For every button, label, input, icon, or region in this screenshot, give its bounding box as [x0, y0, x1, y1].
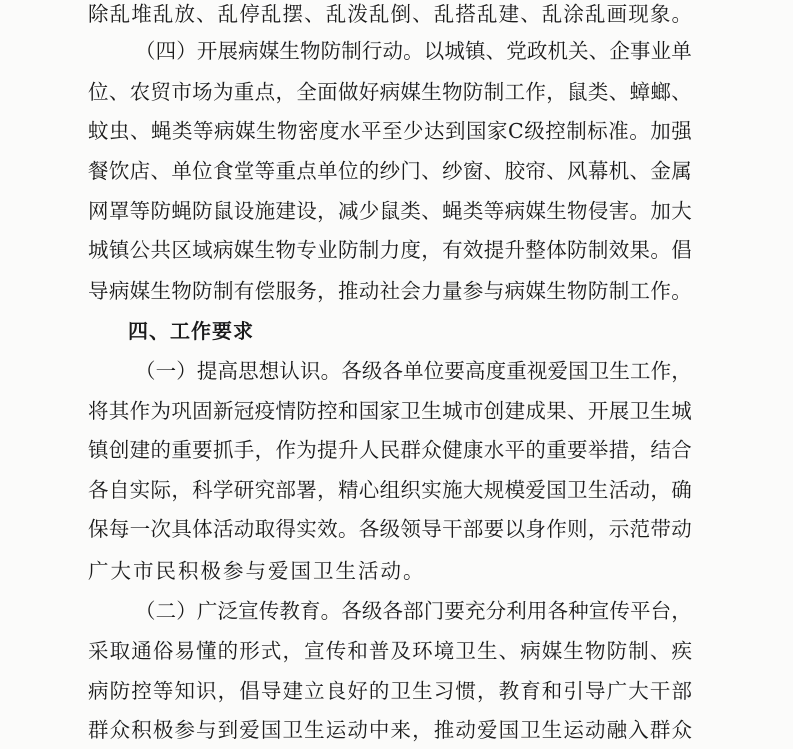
text-line: 蚊 虫 、 蝇 类 等 病 媒 生 物 密 度 水 平 至 少 达 到 国 家 C 级 控 制 标 准 。 加 强: [88, 119, 692, 143]
text-line: 除 乱 堆 乱 放 、 乱 停 乱 摆 、 乱 泼 乱 倒 、 乱 搭 乱 建 、 乱 涂 乱 画 现 象 。: [88, 2, 692, 26]
section-heading: 四、工作要求: [128, 319, 254, 343]
text-line: 各 自 实 际 ， 科 学 研 究 部 署 ， 精 心 组 织 实 施 大 规 模 爱 国 卫 生 活 动 ， 确: [88, 478, 692, 502]
text-line: 群 众 积 极 参 与 到 爱 国 卫 生 运 动 中 来 ， 推 动 爱 国 卫 生 运 动 融 入 群 众: [88, 718, 692, 742]
text-line: 位 、 农 贸 市 场 为 重 点 ， 全 面 做 好 病 媒 生 物 防 制 工 作 ， 鼠 类 、 蟑 螂 、: [88, 80, 692, 104]
text-line: 网 罩 等 防 蝇 防 鼠 设 施 建 设 ， 减 少 鼠 类 、 蝇 类 等 病 媒 生 物 侵 害 。 加 大: [88, 199, 692, 223]
paragraph-start-line: （ 四 ） 开 展 病 媒 生 物 防 制 行 动 。 以 城 镇 、 党 政 机 关 、 企 事 业 单: [135, 39, 692, 63]
text-line: 广大市民积极参与爱国卫生活动。: [88, 559, 426, 583]
text-line: 镇 创 建 的 重 要 抓 手 ， 作 为 提 升 人 民 群 众 健 康 水 平 的 重 要 举 措 ， 结 合: [88, 438, 692, 462]
text-line: 病 防 控 等 知 识 ， 倡 导 建 立 良 好 的 卫 生 习 惯 ， 教 育 和 引 导 广 大 干 部: [88, 679, 692, 703]
text-line: 采 取 通 俗 易 懂 的 形 式 ， 宣 传 和 普 及 环 境 卫 生 、 病 媒 生 物 防 制 、 疾: [88, 639, 692, 663]
text-line: 餐 饮 店 、 单 位 食 堂 等 重 点 单 位 的 纱 门 、 纱 窗 、 胶 帘 、 风 幕 机 、 金 属: [88, 159, 692, 183]
text-line: 将 其 作 为 巩 固 新 冠 疫 情 防 控 和 国 家 卫 生 城 市 创 建 成 果 、 开 展 卫 生 城: [88, 399, 692, 423]
text-line: 保 每 一 次 具 体 活 动 取 得 实 效 。 各 级 领 导 干 部 要 以 身 作 则 ， 示 范 带 动: [88, 517, 692, 541]
text-line: 导 病 媒 生 物 防 制 有 偿 服 务 ， 推 动 社 会 力 量 参 与 病 媒 生 物 防 制 工 作 。: [88, 279, 692, 303]
paragraph-start-line: （ 二 ） 广 泛 宣 传 教 育 。 各 级 各 部 门 要 充 分 利 用 各 种 宣 传 平 台 ，: [135, 599, 692, 623]
text-line: 城 镇 公 共 区 域 病 媒 生 物 专 业 防 制 力 度 ， 有 效 提 升 整 体 防 制 效 果 。 倡: [88, 238, 692, 262]
paragraph-start-line: （ 一 ） 提 高 思 想 认 识 。 各 级 各 单 位 要 高 度 重 视 爱 国 卫 生 工 作 ，: [135, 359, 692, 383]
